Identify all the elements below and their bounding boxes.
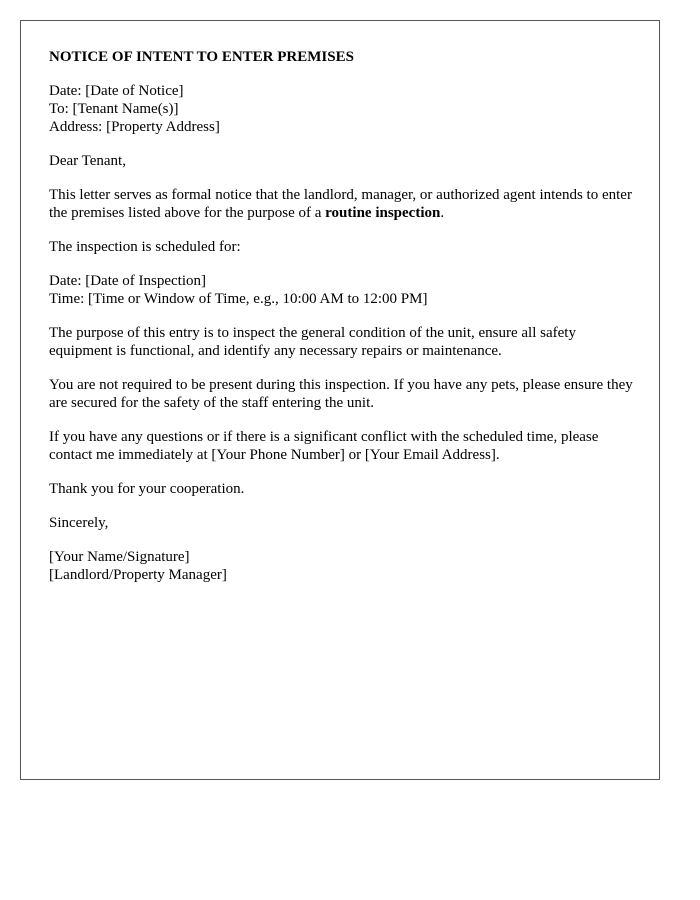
salutation: Dear Tenant, bbox=[49, 153, 126, 169]
schedule-intro: The inspection is scheduled for: bbox=[49, 239, 241, 255]
purpose-paragraph: The purpose of this entry is to inspect the general condition of the unit, ensure all safety equipment is functional, and identify any necessary repairs or maintenance. bbox=[49, 325, 576, 359]
notice-title: NOTICE OF INTENT TO ENTER PREMISES bbox=[49, 49, 354, 65]
tenant-name: To: [Tenant Name(s)] bbox=[49, 101, 179, 117]
signature-role: [Landlord/Property Manager] bbox=[49, 567, 227, 583]
signature-name: [Your Name/Signature] bbox=[49, 549, 190, 565]
intro-text: This letter serves as formal notice that the landlord, manager, or authorized agent intends to enter the premises listed above for the purpose of a bbox=[49, 187, 632, 221]
intro-period: . bbox=[440, 205, 445, 221]
property-address: Address: [Property Address] bbox=[49, 119, 220, 135]
notice-header bbox=[49, 82, 639, 136]
closing-line: Sincerely, bbox=[49, 515, 109, 531]
inspection-date: Date: [Date of Inspection] bbox=[49, 273, 207, 289]
notice-date: Date: [Date of Notice] bbox=[49, 83, 184, 99]
inspection-type: routine inspection bbox=[325, 205, 441, 221]
inspection-time: Time: [Time or Window of Time, e.g., 10:00 AM to 12:00 PM] bbox=[49, 291, 428, 307]
signature-block bbox=[49, 548, 639, 584]
presence-paragraph: You are not required to be present during this inspection. If you have any pets, please ensure they are secured for the safety of the staff entering the unit. bbox=[49, 377, 633, 411]
letter-page bbox=[20, 20, 660, 780]
letter-body bbox=[49, 48, 639, 600]
thanks-line: Thank you for your cooperation. bbox=[49, 481, 245, 497]
schedule-block bbox=[49, 272, 639, 308]
questions-paragraph: If you have any questions or if there is a significant conflict with the scheduled time, please contact me immediately at [Your Phone Number] or [Your Email Address]. bbox=[49, 429, 599, 463]
intro-paragraph bbox=[49, 186, 639, 222]
